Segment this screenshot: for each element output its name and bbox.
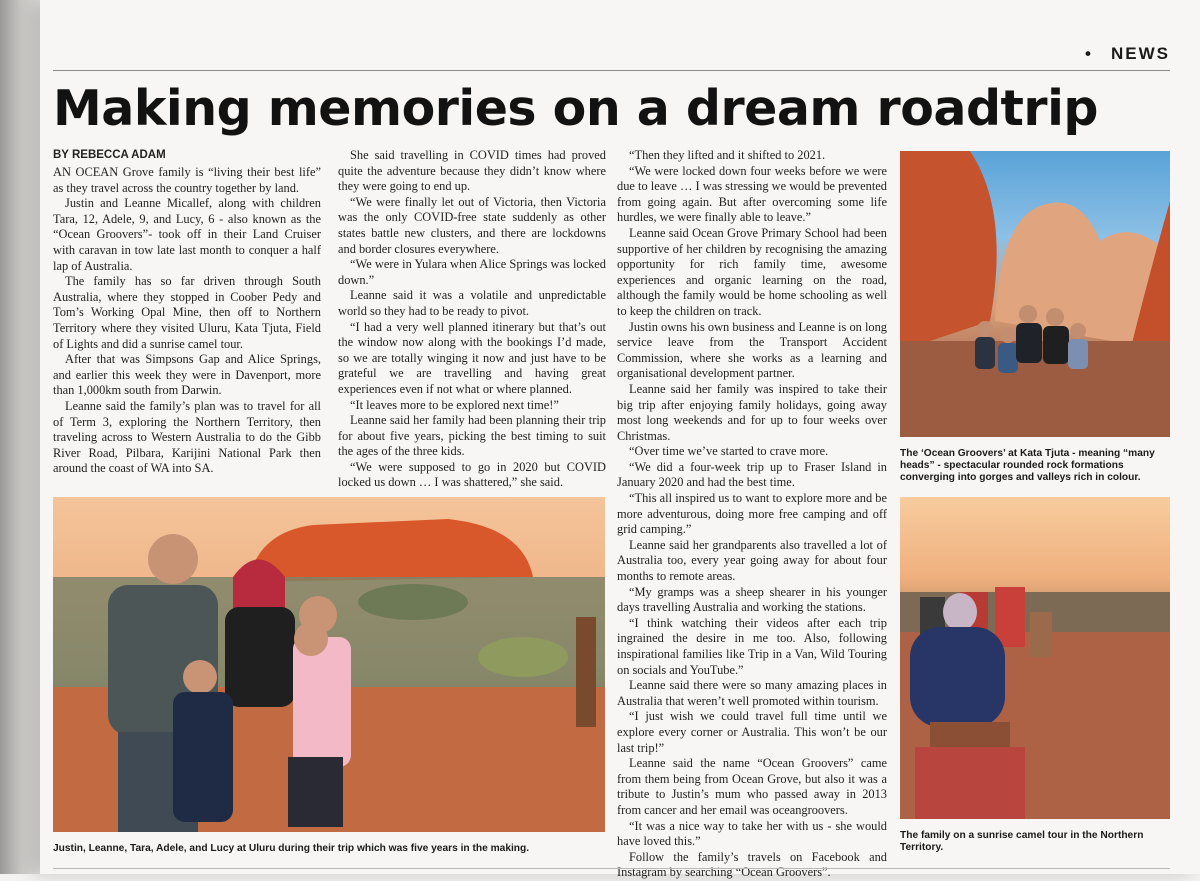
article-paragraph: Follow the family’s travels on Facebook and Instagram by searching “Ocean Groovers”. <box>617 849 887 880</box>
bush-shape <box>358 584 468 620</box>
kata-tjuta-photo-caption: The ‘Ocean Groovers’ at Kata Tjuta - meaning “many heads” - spectacular rounded rock formations converging into gorges and valleys rich in colour. <box>900 448 1155 484</box>
kata-photo-illustration <box>900 151 1170 437</box>
article-paragraph: “I had a very well planned itinerary but that’s out the window now along with the bookings I’d made, so we are totally winging it now and just have to be grateful we are travelling and having great experiences even if not what or where planned. <box>338 319 606 396</box>
article-paragraph: AN OCEAN Grove family is “living their best life” as they travel across the country together by land. <box>53 165 321 195</box>
camel-photo-illustration <box>900 497 1170 819</box>
article-paragraph: Leanne said her family had been planning their trip for about five years, picking the best timing to suit the ages of the three kids. <box>338 413 606 459</box>
camel-tour-photo <box>900 497 1170 819</box>
section-label <box>1085 44 1170 64</box>
bullet-icon: • <box>1085 44 1093 63</box>
article-column-3 <box>617 148 887 881</box>
article-paragraph: “It leaves more to be explored next time!” <box>350 397 559 412</box>
article-paragraph: “This all inspired us to want to explore more and be more adventurous, doing more free camping and off grid camping.” <box>617 491 887 537</box>
article-paragraph: “My gramps was a sheep shearer in his younger days travelling Australia and working the stations. <box>617 584 887 615</box>
uluru-photo-illustration <box>53 497 605 832</box>
article-paragraph: After that was Simpsons Gap and Alice Springs, and earlier this week they were in Davenport, more than 1,000km south from Darwin. <box>53 352 321 398</box>
article-column-1 <box>53 165 321 477</box>
article-paragraph: “I think watching their videos after each trip ingrained the desire in me too. Also, following inspirational families like Trip in a Van, Wild Touring on socials and YouTube.” <box>617 615 887 677</box>
kata-tjuta-photo <box>900 151 1170 437</box>
article-byline: BY REBECCA ADAM <box>53 149 166 161</box>
article-paragraph: “We were finally let out of Victoria, then Victoria was the only COVID-free state suddenly as other states battle new clusters, and there are lockdowns and border closures everywhere. <box>338 194 606 256</box>
article-headline: Making memories on a dream roadtrip <box>53 80 1098 137</box>
article-paragraph: Leanne said the family’s plan was to travel for all of Term 3, exploring the Northern Territory, then traveling across to Western Australia to do the Gibb River Road, Pilbara, Karijini National Park then around the coast of WA into SA. <box>53 398 321 476</box>
article-paragraph: “Over time we’ve started to crave more. <box>629 444 829 459</box>
article-paragraph: Leanne said the name “Ocean Groovers” came from them being from Ocean Grove, but also it was a tribute to Justin’s mum who passed away in 2013 from cancer and her email was oceangroovers. <box>617 756 887 817</box>
section-name: NEWS <box>1111 44 1170 63</box>
article-paragraph: Leanne said there were so many amazing places in Australia that weren’t well promoted within tourism. <box>617 678 887 708</box>
article-paragraph: “I just wish we could travel full time until we explore every corner or Australia. This won’t be our last trip!” <box>617 709 887 755</box>
article-paragraph: Justin and Leanne Micallef, along with children Tara, 12, Adele, 9, and Lucy, 6 - also known as the “Ocean Groovers”- took off in their Land Cruiser with caravan in tow late last month to conquer a half lap of Australia. <box>53 196 321 273</box>
article-paragraph: “We were in Yulara when Alice Springs was locked down.” <box>338 257 606 287</box>
article-paragraph: “We did a four-week trip up to Fraser Island in January 2020 and had the best time. <box>617 459 887 490</box>
article-column-2 <box>338 148 606 491</box>
article-paragraph: Leanne said her grandparents also travelled a lot of Australia too, every year going away for about four months to remote areas. <box>617 537 887 584</box>
footer-rule <box>53 868 1170 869</box>
article-paragraph: “It was a nice way to take her with us - she would have loved this.” <box>617 818 887 849</box>
article-paragraph: Justin owns his own business and Leanne is on long service leave from the Transport Accident Commission, where she works as a learning and organisational development partner. <box>617 319 887 381</box>
article-paragraph: Leanne said it was a volatile and unpredictable world so they had to be ready to pivot. <box>338 288 606 318</box>
article-paragraph: The family has so far driven through South Australia, where they stopped in Coober Pedy and Tom’s Working Opal Mine, then off to Northern Territory where they visited Uluru, Kata Tjuta, Field of Lights and did a sunrise camel tour. <box>53 274 321 351</box>
camel-tour-photo-caption: The family on a sunrise camel tour in the Northern Territory. <box>900 830 1144 854</box>
fence-post <box>576 617 596 727</box>
left-rock-wall <box>900 151 997 351</box>
article-paragraph: She said travelling in COVID times had proved quite the adventure because they didn’t know where they were going to end up. <box>338 148 606 194</box>
header-rule <box>53 70 1170 71</box>
uluru-rock-shape <box>248 519 533 582</box>
article-paragraph: “Then they lifted and it shifted to 2021. <box>629 148 826 162</box>
article-paragraph: “We were locked down four weeks before we were due to leave … I was stressing we would be prevented from going again. But after overcoming some life hurdles, we were finally able to leave.” <box>617 163 887 225</box>
article-paragraph: Leanne said her family was inspired to take their big trip after enjoying family holidays, going away most long weekends and for up to four weeks over Christmas. <box>617 381 887 443</box>
bush-shape-2 <box>478 637 568 677</box>
article-paragraph: “We were supposed to go in 2020 but COVID locked us down … I was shattered,” she said. <box>338 459 606 490</box>
article-paragraph: Leanne said Ocean Grove Primary School had been supportive of her children by recognising the amazing opportunity for rich family time, awesome experiences and organic learning on the road, although the family would be home schooling as well to keep the children on track. <box>617 225 887 318</box>
uluru-family-photo <box>53 497 605 832</box>
uluru-photo-caption: Justin, Leanne, Tara, Adele, and Lucy at Uluru during their trip which was five years in the making. <box>53 843 530 854</box>
